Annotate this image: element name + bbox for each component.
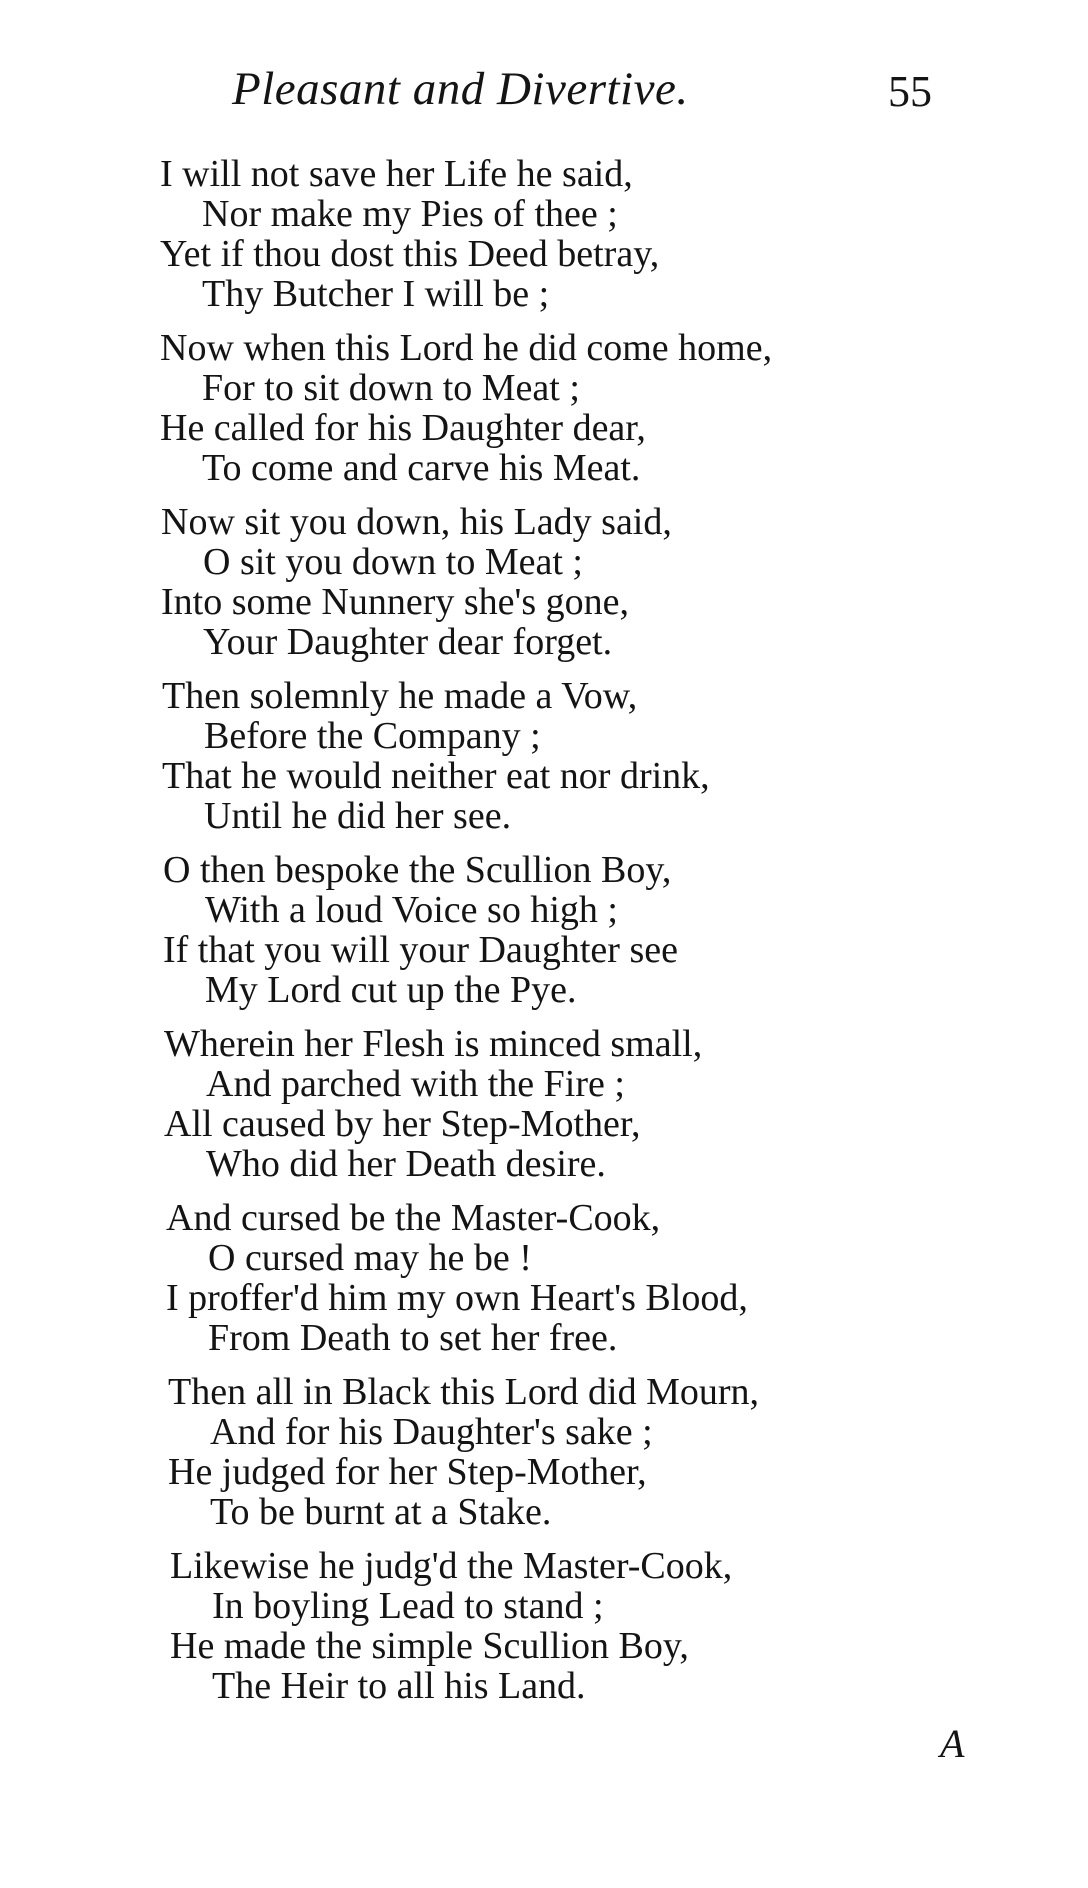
stanza — [0, 850, 1088, 1010]
page-number: 55 — [888, 67, 932, 116]
verse-line: Then all in Black this Lord did Mourn, — [168, 1371, 760, 1413]
verse-line: Into some Nunnery she's gone, — [161, 581, 630, 623]
stanza — [0, 1372, 1088, 1532]
verse-line: O cursed may he be ! — [208, 1237, 532, 1279]
verse-line: For to sit down to Meat ; — [202, 367, 580, 409]
verse-line: From Death to set her free. — [208, 1317, 618, 1359]
stanza — [0, 502, 1088, 662]
verse-line: The Heir to all his Land. — [212, 1665, 586, 1707]
verse-line: I proffer'd him my own Heart's Blood, — [166, 1277, 748, 1319]
stanza — [0, 1198, 1088, 1358]
verse-line: And cursed be the Master-Cook, — [166, 1197, 661, 1239]
stanza — [0, 154, 1088, 314]
stanza — [0, 1546, 1088, 1706]
verse-line: Now sit you down, his Lady said, — [161, 501, 672, 543]
stanza — [0, 328, 1088, 488]
verse-line: Until he did her see. — [204, 795, 512, 837]
verse-line: O then bespoke the Scullion Boy, — [163, 849, 672, 891]
verse-line: He called for his Daughter dear, — [160, 407, 646, 449]
verse-line: I will not save her Life he said, — [160, 153, 633, 195]
verse-line: And parched with the Fire ; — [206, 1063, 625, 1105]
verse-line: O sit you down to Meat ; — [203, 541, 583, 583]
verse-line: Your Daughter dear forget. — [203, 621, 613, 663]
verse-line: Thy Butcher I will be ; — [202, 273, 550, 315]
verse-line: All caused by her Step-Mother, — [164, 1103, 641, 1145]
verse-line: That he would neither eat nor drink, — [162, 755, 710, 797]
running-title: Pleasant and Divertive. — [232, 63, 689, 115]
verse-line: And for his Daughter's sake ; — [210, 1411, 653, 1453]
verse-line: My Lord cut up the Pye. — [205, 969, 577, 1011]
verse-line: If that you will your Daughter see — [163, 929, 678, 971]
verse-line: Yet if thou dost this Deed betray, — [160, 233, 660, 275]
verse-line: Before the Company ; — [204, 715, 541, 757]
verse-line: Nor make my Pies of thee ; — [202, 193, 618, 235]
catchword: A — [940, 1721, 965, 1766]
verse-line: Wherein her Flesh is minced small, — [164, 1023, 703, 1065]
verse-line: With a loud Voice so high ; — [205, 889, 618, 931]
verse-line: He made the simple Scullion Boy, — [170, 1625, 689, 1667]
verse-line: In boyling Lead to stand ; — [212, 1585, 604, 1627]
verse-line: Likewise he judg'd the Master-Cook, — [170, 1545, 733, 1587]
stanza — [0, 1024, 1088, 1184]
verse-line: Now when this Lord he did come home, — [160, 327, 773, 369]
poem-body — [0, 154, 1088, 1720]
stanza — [0, 676, 1088, 836]
verse-line: To be burnt at a Stake. — [210, 1491, 552, 1533]
verse-line: Who did her Death desire. — [206, 1143, 606, 1185]
verse-line: To come and carve his Meat. — [202, 447, 641, 489]
verse-line: Then solemnly he made a Vow, — [162, 675, 638, 717]
running-head — [0, 62, 1088, 122]
verse-line: He judged for her Step-Mother, — [168, 1451, 647, 1493]
